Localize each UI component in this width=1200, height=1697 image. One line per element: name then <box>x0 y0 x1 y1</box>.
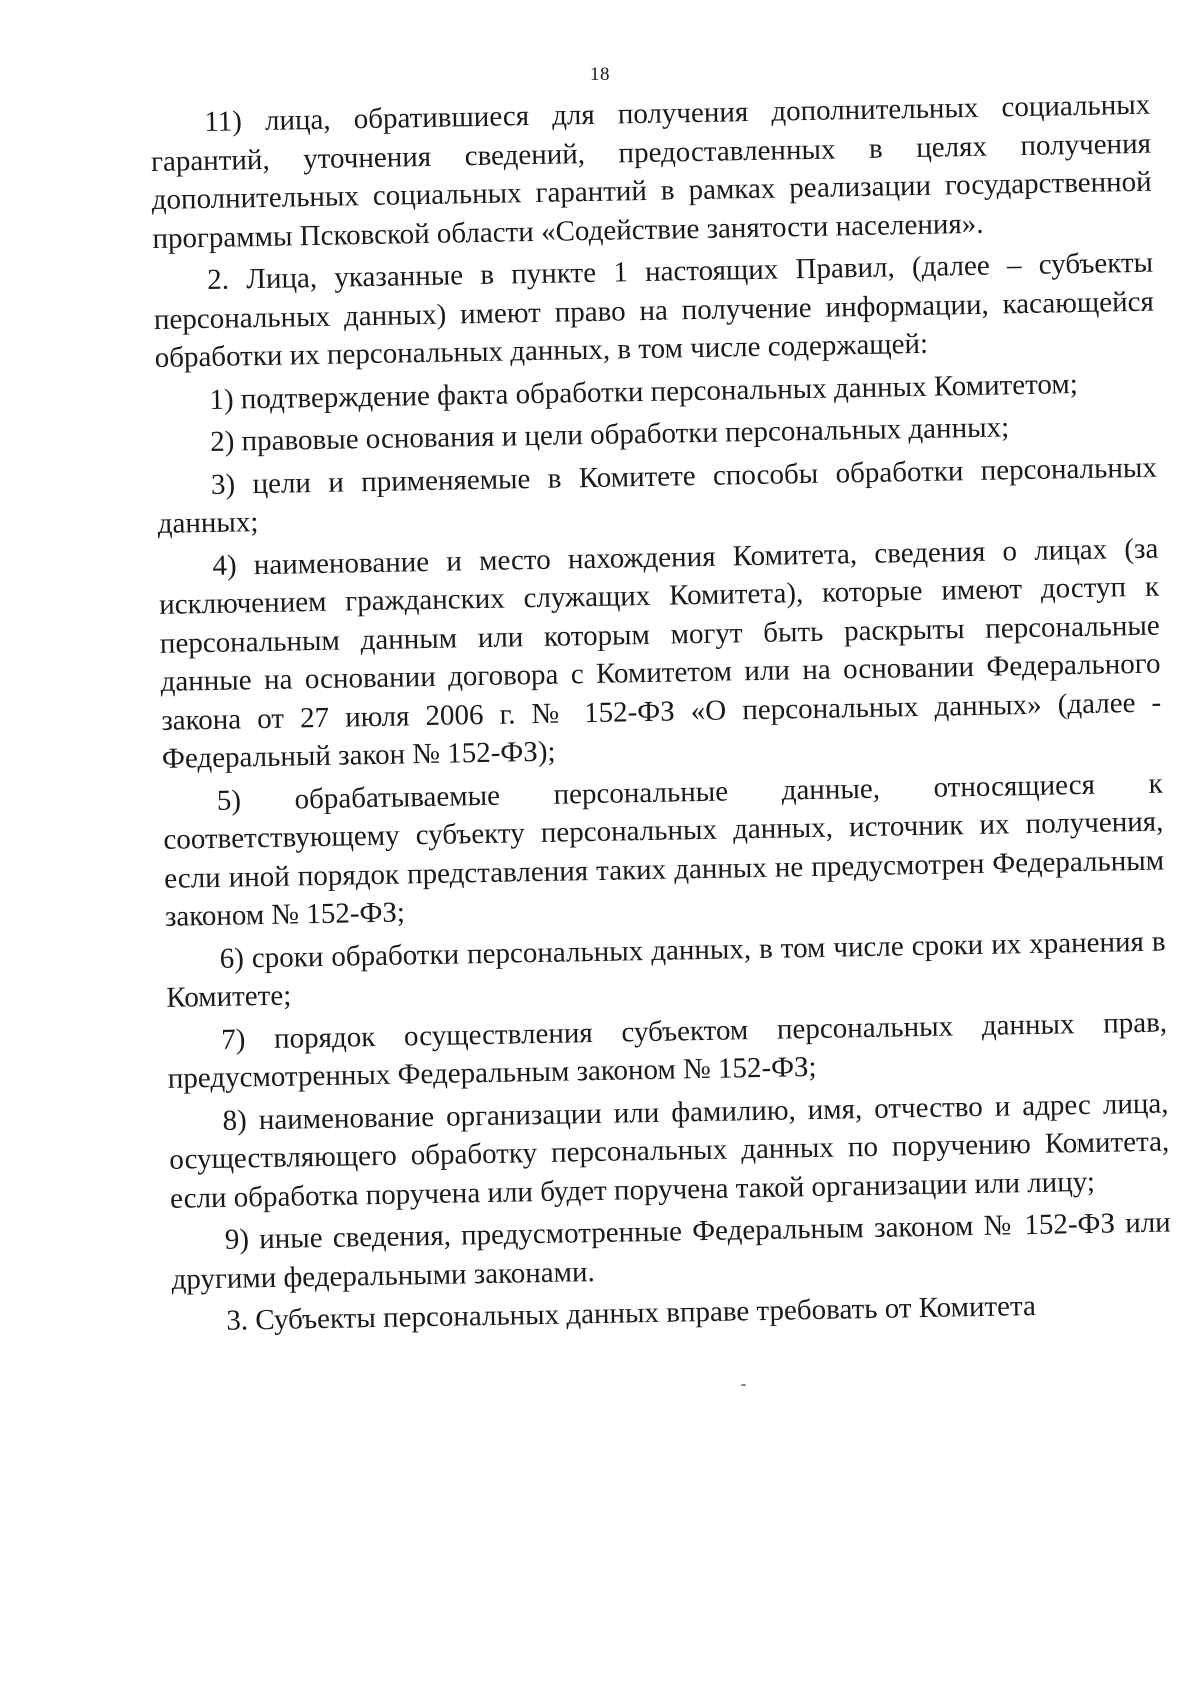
paragraph-item-11: 11) лица, обратившиеся для получения дополнительных социальных гарантий, уточнения сведений, предоставленных в целях получения дополнительных социальных гарантий в рамках реализации государственной программы Псковской области «Содействие занятости населения». <box>150 88 1152 255</box>
paragraph-item-5: 5) обрабатываемые персональные данные, относящиеся к соответствующему субъекту персональных данных, источник их получения, если иной порядок представления таких данных не предусмотрен Федеральным законом № 152-ФЗ; <box>163 767 1165 933</box>
page-number: 18 <box>590 64 610 85</box>
paragraph-item-7: 7) порядок осуществления субъектом персональных данных прав, предусмотренных Федеральным законом № 152-ФЗ; <box>167 1006 1168 1095</box>
paragraph-section-2: 2. Лица, указанные в пункте 1 настоящих Правил, (далее – субъекты персональных данных) имеют право на получение информации, касающейся обработки их персональных данных, в том числе содержащей: <box>153 246 1155 374</box>
document-body <box>150 86 1173 1342</box>
paragraph-section-3: 3. Субъекты персональных данных вправе требовать от Комитета <box>226 1289 1037 1337</box>
paragraph-item-4: 4) наименование и место нахождения Комитета, сведения о лицах (за исключением гражданских служащих Комитета), которые имеют доступ к персональным данным или которым могут быть раскрыты персональные данные на основании договора с Комитетом или на основании Федерального закона от 27 июля 2006 г. № 152-ФЗ «О персональных данных» (далее - Федеральный закон № 152-ФЗ); <box>158 532 1162 775</box>
paragraph-item-2: 2) правовые основания и цели обработки персональных данных; <box>209 411 1010 458</box>
scan-speck <box>741 1384 746 1386</box>
paragraph-item-1: 1) подтверждение факта обработки персональных данных Комитетом; <box>209 367 1079 416</box>
paragraph-item-3: 3) цели и применяемые в Комитете способы обработки персональных данных; <box>157 451 1158 540</box>
paragraph-item-6: 6) сроки обработки персональных данных, в том числе сроки их хранения в Комитете; <box>166 925 1166 1014</box>
paragraph-item-9: 9) иные сведения, предусмотренные Федеральным законом № 152-ФЗ или другими федеральными законами. <box>171 1206 1171 1296</box>
paragraph-item-8: 8) наименование организации или фамилию, имя, отчество и адрес лица, осуществляющего обработку персональных данных по поручению Комитета, если обработка поручена или будет поручена такой организации или лицу; <box>169 1087 1170 1215</box>
